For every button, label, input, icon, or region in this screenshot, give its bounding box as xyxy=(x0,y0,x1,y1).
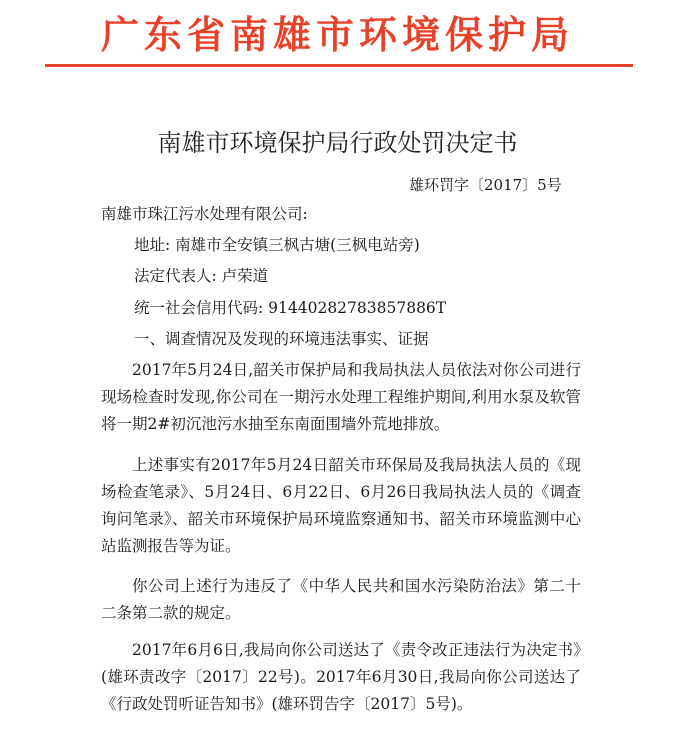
document-number: 雄环罚字〔2017〕5号 xyxy=(409,176,562,194)
legal-rep-line: 法定代表人: 卢荣道 xyxy=(134,267,269,285)
letterhead-divider xyxy=(45,64,633,67)
paragraph: 2017年6月6日,我局向你公司送达了《责令改正违法行为决定书》(雄环责改字〔2017〕22号)。2017年6月30日,我局向你公司送达了《行政处罚听证告知书》(雄环罚告字〔2017〕5号)。 xyxy=(101,641,581,713)
paragraph: 你公司上述行为违反了《中华人民共和国水污染防治法》第二十二条第二款的规定。 xyxy=(101,577,581,622)
document-title: 南雄市环境保护局行政处罚决定书 xyxy=(157,129,518,157)
credit-code-line: 统一社会信用代码: 91440282783857886T xyxy=(134,299,447,317)
recipient-line: 南雄市珠江污水处理有限公司: xyxy=(101,205,308,223)
org-letterhead: 广东省南雄市环境保护局 xyxy=(100,13,574,57)
paragraph: 2017年5月24日,韶关市保护局和我局执法人员依法对你公司进行现场检查时发现,你公司在一期污水处理工程维护期间,利用水泵及软管将一期2#初沉池污水抽至东南面围墙外荒地排放。 xyxy=(101,361,581,433)
section-heading: 一、调查情况及发现的环境违法事实、证据 xyxy=(134,330,429,348)
address-line: 地址: 南雄市全安镇三枫古塘(三枫电站旁) xyxy=(134,236,420,254)
paragraph: 上述事实有2017年5月24日韶关市环保局及我局执法人员的《现场检查笔录》、5月24日、6月22日、6月26日我局执法人员的《调查询问笔录》、韶关市环境保护局环境监察通知书、韶关市环境监测中心站监测报告等为证。 xyxy=(101,456,581,555)
